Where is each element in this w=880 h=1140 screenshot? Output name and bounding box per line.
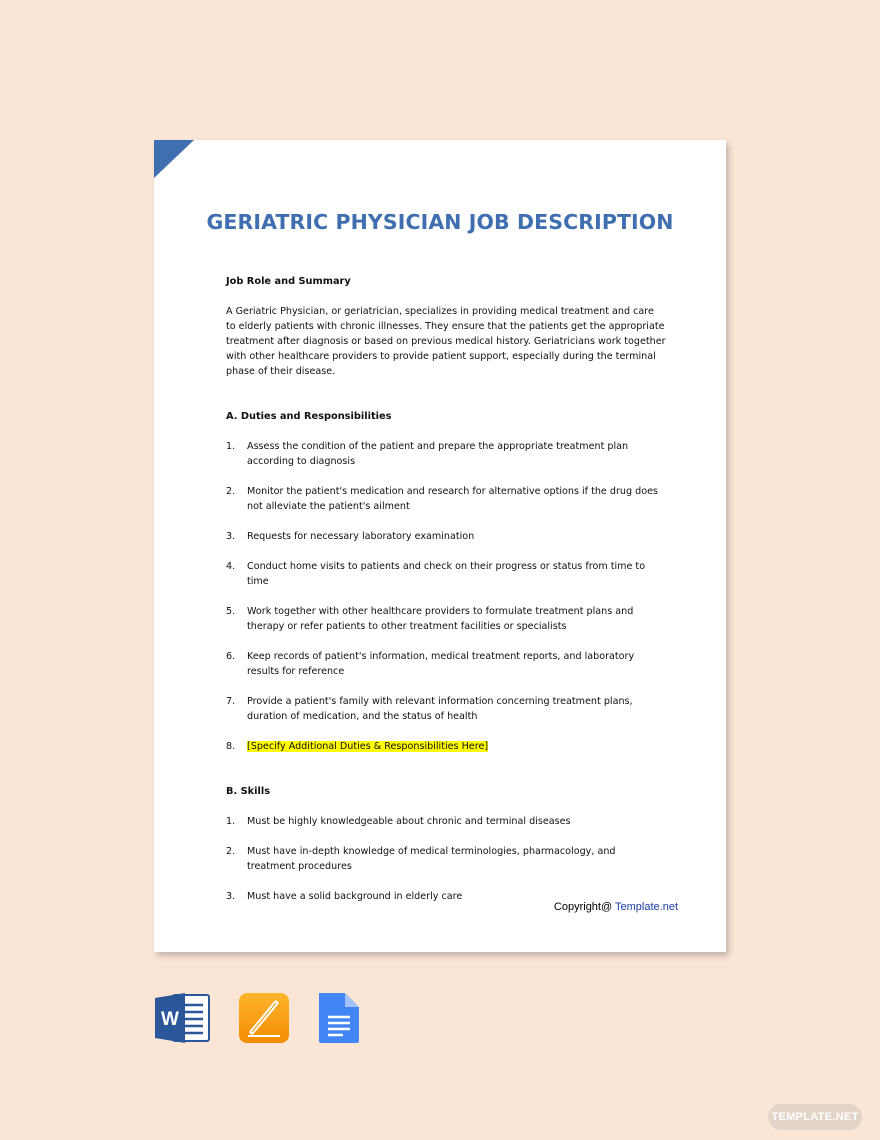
skills-list	[226, 814, 666, 904]
skill-text: Must be highly knowledgeable about chronic and terminal diseases	[247, 816, 571, 827]
duty-text: Keep records of patient's information, medical treatment reports, and laboratory results for reference	[247, 651, 635, 677]
duty-number: 7.	[226, 696, 236, 707]
duty-item	[226, 559, 666, 589]
summary-paragraph: A Geriatric Physician, or geriatrician, specializes in providing medical treatment and care to elderly patients with chronic illnesses. They ensure that the patients get the appropriate treatment after diagnosis or based on previous medical history. Geriatricians work together with other healthcare providers to provide patient support, especially during the terminal phase of their disease.	[226, 306, 666, 377]
duty-text: Assess the condition of the patient and prepare the appropriate treatment plan according to diagnosis	[247, 441, 629, 467]
template-net-link[interactable]: Template.net	[615, 901, 678, 913]
duty-item	[226, 484, 666, 514]
google-docs-icon[interactable]	[317, 992, 361, 1044]
skill-text: Must have a solid background in elderly care	[247, 891, 463, 902]
duty-number: 1.	[226, 441, 236, 452]
svg-text:W: W	[161, 1009, 179, 1030]
skill-item	[226, 814, 666, 829]
skill-item	[226, 844, 666, 874]
corner-ribbon	[154, 140, 194, 178]
duty-text: Monitor the patient's medication and research for alternative options if the drug does not alleviate the patient's ailment	[247, 486, 658, 512]
document-page	[154, 140, 726, 952]
pages-icon[interactable]	[238, 992, 290, 1044]
duty-item	[226, 439, 666, 469]
duty-number: 8.	[226, 741, 236, 752]
template-net-watermark: TEMPLATE.NET	[768, 1104, 862, 1130]
document-title: GERIATRIC PHYSICIAN JOB DESCRIPTION	[206, 210, 674, 234]
duty-text: Provide a patient's family with relevant information concerning treatment plans, duration of medication, and the status of health	[247, 696, 633, 722]
document-body	[226, 274, 666, 904]
copyright-notice	[554, 901, 678, 913]
skill-number: 3.	[226, 891, 236, 902]
duty-item	[226, 604, 666, 634]
word-icon[interactable]	[155, 992, 211, 1044]
duty-number: 6.	[226, 651, 236, 662]
duty-number: 4.	[226, 561, 236, 572]
skill-number: 2.	[226, 846, 236, 857]
highlighted-placeholder: [Specify Additional Duties & Responsibilities Here]	[247, 741, 489, 752]
skill-number: 1.	[226, 816, 236, 827]
skill-text: Must have in-depth knowledge of medical terminologies, pharmacology, and treatment procedures	[247, 846, 616, 872]
duty-number: 3.	[226, 531, 236, 542]
summary-heading: Job Role and Summary	[226, 276, 351, 287]
duty-number: 2.	[226, 486, 236, 497]
duties-heading: A. Duties and Responsibilities	[226, 411, 392, 422]
duty-item	[226, 529, 666, 544]
duty-item-placeholder	[226, 739, 666, 754]
duties-list	[226, 439, 666, 754]
duty-item	[226, 694, 666, 724]
duty-text: Conduct home visits to patients and check on their progress or status from time to time	[247, 561, 646, 587]
duty-text: Work together with other healthcare providers to formulate treatment plans and therapy or refer patients to other treatment facilities or specialists	[247, 606, 634, 632]
duty-number: 5.	[226, 606, 236, 617]
duty-item	[226, 649, 666, 679]
skills-heading: B. Skills	[226, 786, 271, 797]
duty-text: Requests for necessary laboratory examination	[247, 531, 475, 542]
copyright-prefix: Copyright@	[553, 901, 616, 913]
